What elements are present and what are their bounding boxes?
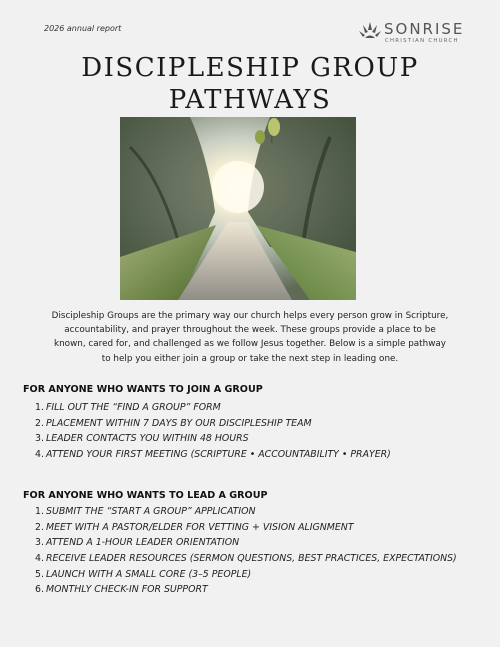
join-section-heading: FOR ANYONE WHO WANTS TO JOIN A GROUP [23,384,263,395]
intro-line-2: accountability, and prayer throughout the week. These groups provide a place to be [64,325,436,336]
sunrise-logo-icon [358,20,382,42]
intro-line-3: known, cared for, and challenged as we follow Jesus together. Below is a simple pathway [54,339,446,350]
logo-subtitle: CHRISTIAN CHURCH [385,38,459,44]
join-step: 1. FILL OUT THE “FIND A GROUP” FORM [35,402,221,413]
page-header [0,0,500,50]
join-step: 2. PLACEMENT WITHIN 7 DAYS BY OUR DISCIPLESHIP TEAM [35,417,312,429]
hero-image [120,117,356,300]
lead-step: 2. MEET WITH A PASTOR/ELDER FOR VETTING + VISION ALIGNMENT [35,521,354,533]
report-label: 2026 annual report [44,24,122,33]
lead-step: 6. MONTHLY CHECK-IN FOR SUPPORT [35,584,208,596]
logo-name: SONRISE [384,20,465,38]
title-line-1: DISCIPLESHIP GROUP [81,53,419,83]
join-step: 3. LEADER CONTACTS YOU WITHIN 48 HOURS [35,433,249,445]
intro-line-1: Discipleship Groups are the primary way our church helps every person grow in Scripture, [51,311,449,321]
lead-section-heading: FOR ANYONE WHO WANTS TO LEAD A GROUP [23,490,268,501]
lead-step: 4. RECEIVE LEADER RESOURCES (SERMON QUESTIONS, BEST PRACTICES, EXPECTATIONS) [35,553,457,565]
intro-line-4: to help you either join a group or take the next step in leading one. [101,353,399,364]
join-step: 4. ATTEND YOUR FIRST MEETING (SCRIPTURE • ACCOUNTABILITY • PRAYER) [35,449,391,461]
lead-steps-list [30,504,457,598]
join-steps-list [30,400,391,463]
lead-step: 3. ATTEND A 1-HOUR LEADER ORIENTATION [35,537,240,549]
page-title [0,52,500,116]
title-line-2: PATHWAYS [168,85,332,115]
church-logo [358,20,478,44]
intro-paragraph [28,309,472,366]
lead-step: 5. LAUNCH WITH A SMALL CORE (3–5 PEOPLE) [35,568,252,580]
lead-step: 1. SUBMIT THE “START A GROUP” APPLICATION [35,506,256,517]
